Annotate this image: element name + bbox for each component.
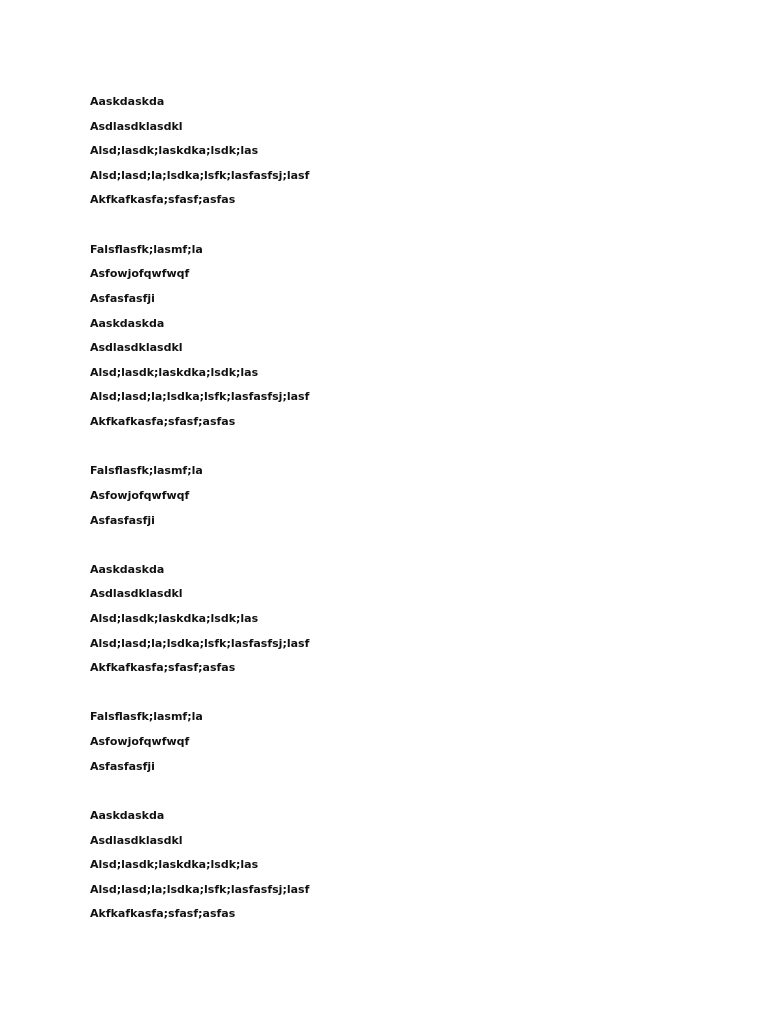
text-line: Asfasfasfji [90, 760, 155, 773]
text-line: Alsd;lasdk;laskdka;lsdk;las [90, 144, 259, 157]
text-line: Akfkafkasfa;sfasf;asfas [90, 907, 236, 920]
text-line: Akfkafkasfa;sfasf;asfas [90, 661, 236, 674]
text-line: Akfkafkasfa;sfasf;asfas [90, 415, 236, 428]
text-line: Falsflasfk;lasmf;la [90, 710, 203, 723]
text-line: Alsd;lasdk;laskdka;lsdk;las [90, 612, 259, 625]
text-line: Asfowjofqwfwqf [90, 489, 190, 502]
text-line: Alsd;lasdk;laskdka;lsdk;las [90, 858, 259, 871]
text-line: Asfowjofqwfwqf [90, 267, 190, 280]
text-line: Falsflasfk;lasmf;la [90, 243, 203, 256]
text-line: Aaskdaskda [90, 809, 165, 822]
text-line: Akfkafkasfa;sfasf;asfas [90, 193, 236, 206]
text-line: Aaskdaskda [90, 317, 165, 330]
text-line: Asdlasdklasdkl [90, 587, 183, 600]
text-line: Asfasfasfji [90, 292, 155, 305]
text-line: Alsd;lasd;la;lsdka;lsfk;lasfasfsj;lasf [90, 883, 310, 896]
text-line: Asdlasdklasdkl [90, 834, 183, 847]
text-line: Falsflasfk;lasmf;la [90, 464, 203, 477]
text-line: Aaskdaskda [90, 563, 165, 576]
text-line: Alsd;lasdk;laskdka;lsdk;las [90, 366, 259, 379]
text-line: Alsd;lasd;la;lsdka;lsfk;lasfasfsj;lasf [90, 169, 310, 182]
text-line: Asdlasdklasdkl [90, 341, 183, 354]
text-line: Asfasfasfji [90, 514, 155, 527]
text-line: Asdlasdklasdkl [90, 120, 183, 133]
text-line: Aaskdaskda [90, 95, 165, 108]
text-line: Alsd;lasd;la;lsdka;lsfk;lasfasfsj;lasf [90, 390, 310, 403]
text-line: Alsd;lasd;la;lsdka;lsfk;lasfasfsj;lasf [90, 637, 310, 650]
text-line: Asfowjofqwfwqf [90, 735, 190, 748]
